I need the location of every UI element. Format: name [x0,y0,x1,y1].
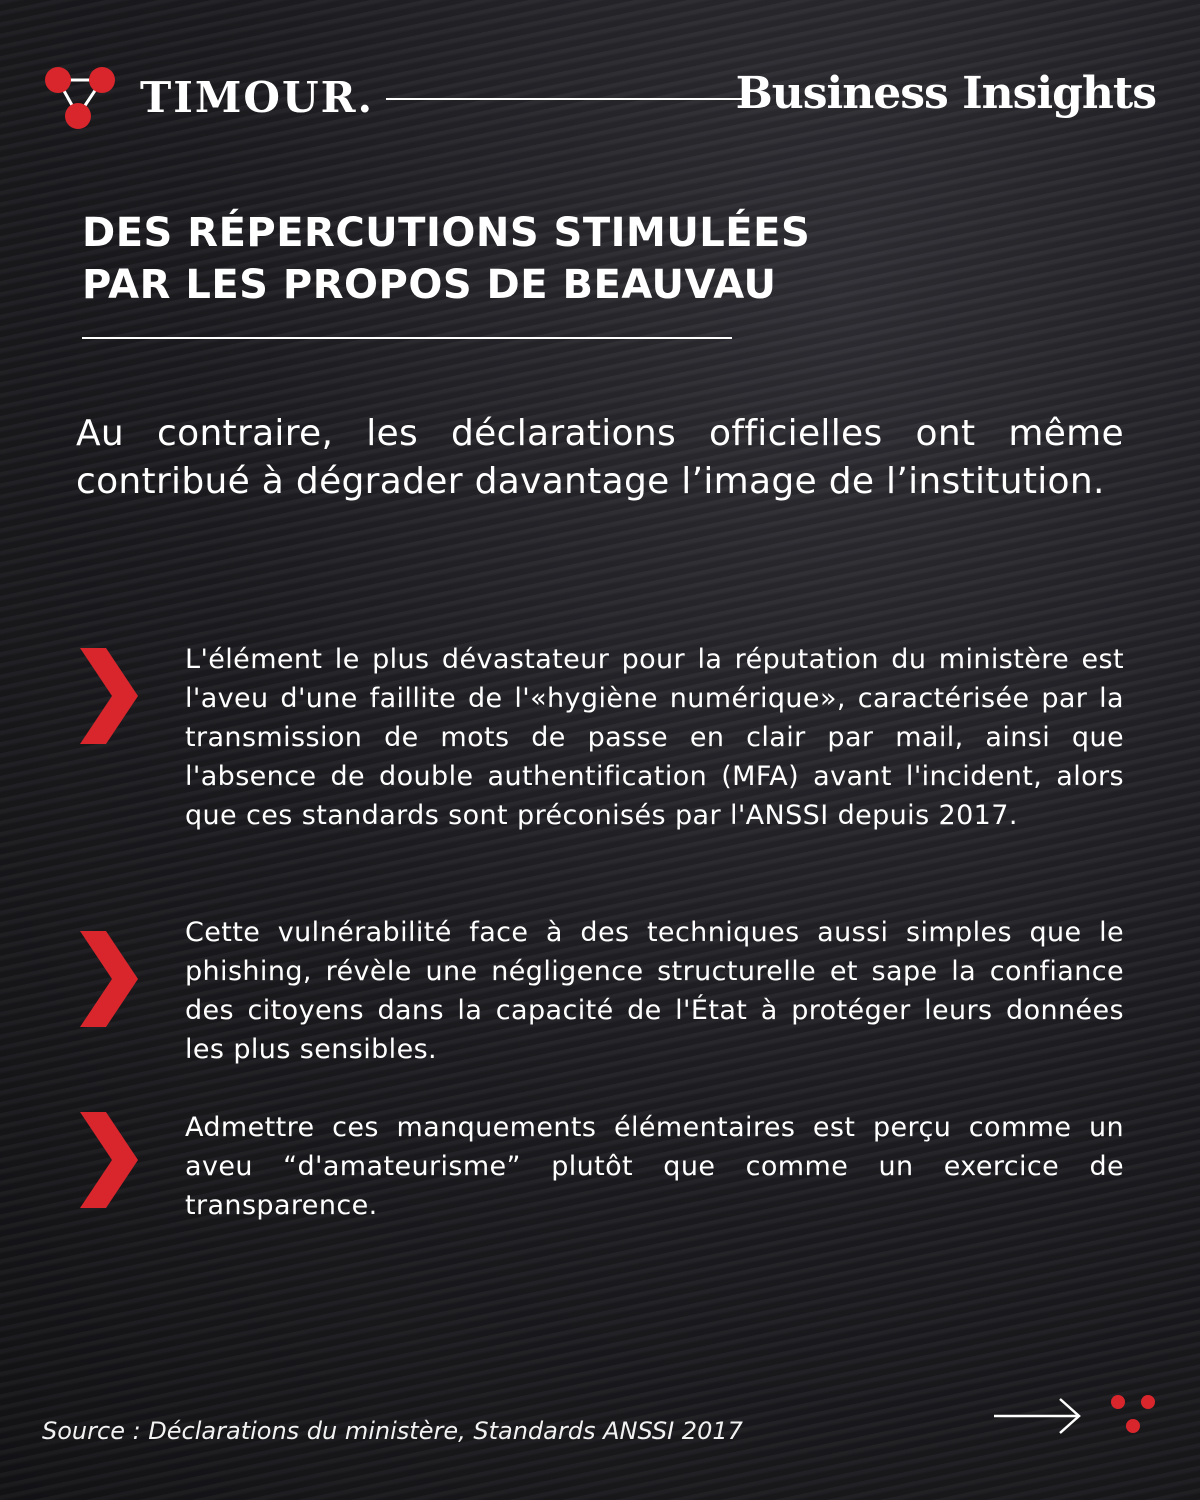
page-title-line-1: DES RÉPERCUTIONS STIMULÉES [82,210,811,256]
timour-logo-icon [42,64,120,134]
arrow-right-icon[interactable] [992,1396,1082,1436]
bullet-text: L'élément le plus dévastateur pour la réputation du ministère est l'aveu d'une faillite de l'«hygiène numérique», caractérisée par la transmission de mots de passe en clair par mail, ainsi que l'absence de double authentification (MFA) avant l'incident, alors que ces standards sont préconisés par l'ANSSI depuis 2017. [185,644,1124,831]
page-title-line-2: PAR LES PROPOS DE BEAUVAU [82,262,777,308]
chevron-right-icon [80,1112,138,1208]
three-dots-logo-icon [1108,1392,1160,1436]
series-title: Business Insights [735,68,1156,119]
brand-name: TIMOUR. [140,73,375,122]
bullet-text: Admettre ces manquements élémentaires est perçu comme un aveu “d'amateurisme” plutôt que comme un exercice de transparence. [185,1112,1124,1221]
chevron-right-icon [80,931,138,1027]
bullet-text: Cette vulnérabilité face à des techniques aussi simples que le phishing, révèle une négligence structurelle et sape la confiance des citoyens dans la capacité de l'État à protéger leurs données les plus sensibles. [185,917,1124,1065]
source-note: Source : Déclarations du ministère, Standards ANSSI 2017 [42,1417,743,1445]
chevron-right-icon [80,648,138,744]
intro-paragraph: Au contraire, les déclarations officielles ont même contribué à dégrader davantage l’image de l’institution. [76,413,1124,502]
title-underline [82,337,732,339]
header-divider [386,98,748,100]
page-title [82,207,810,311]
